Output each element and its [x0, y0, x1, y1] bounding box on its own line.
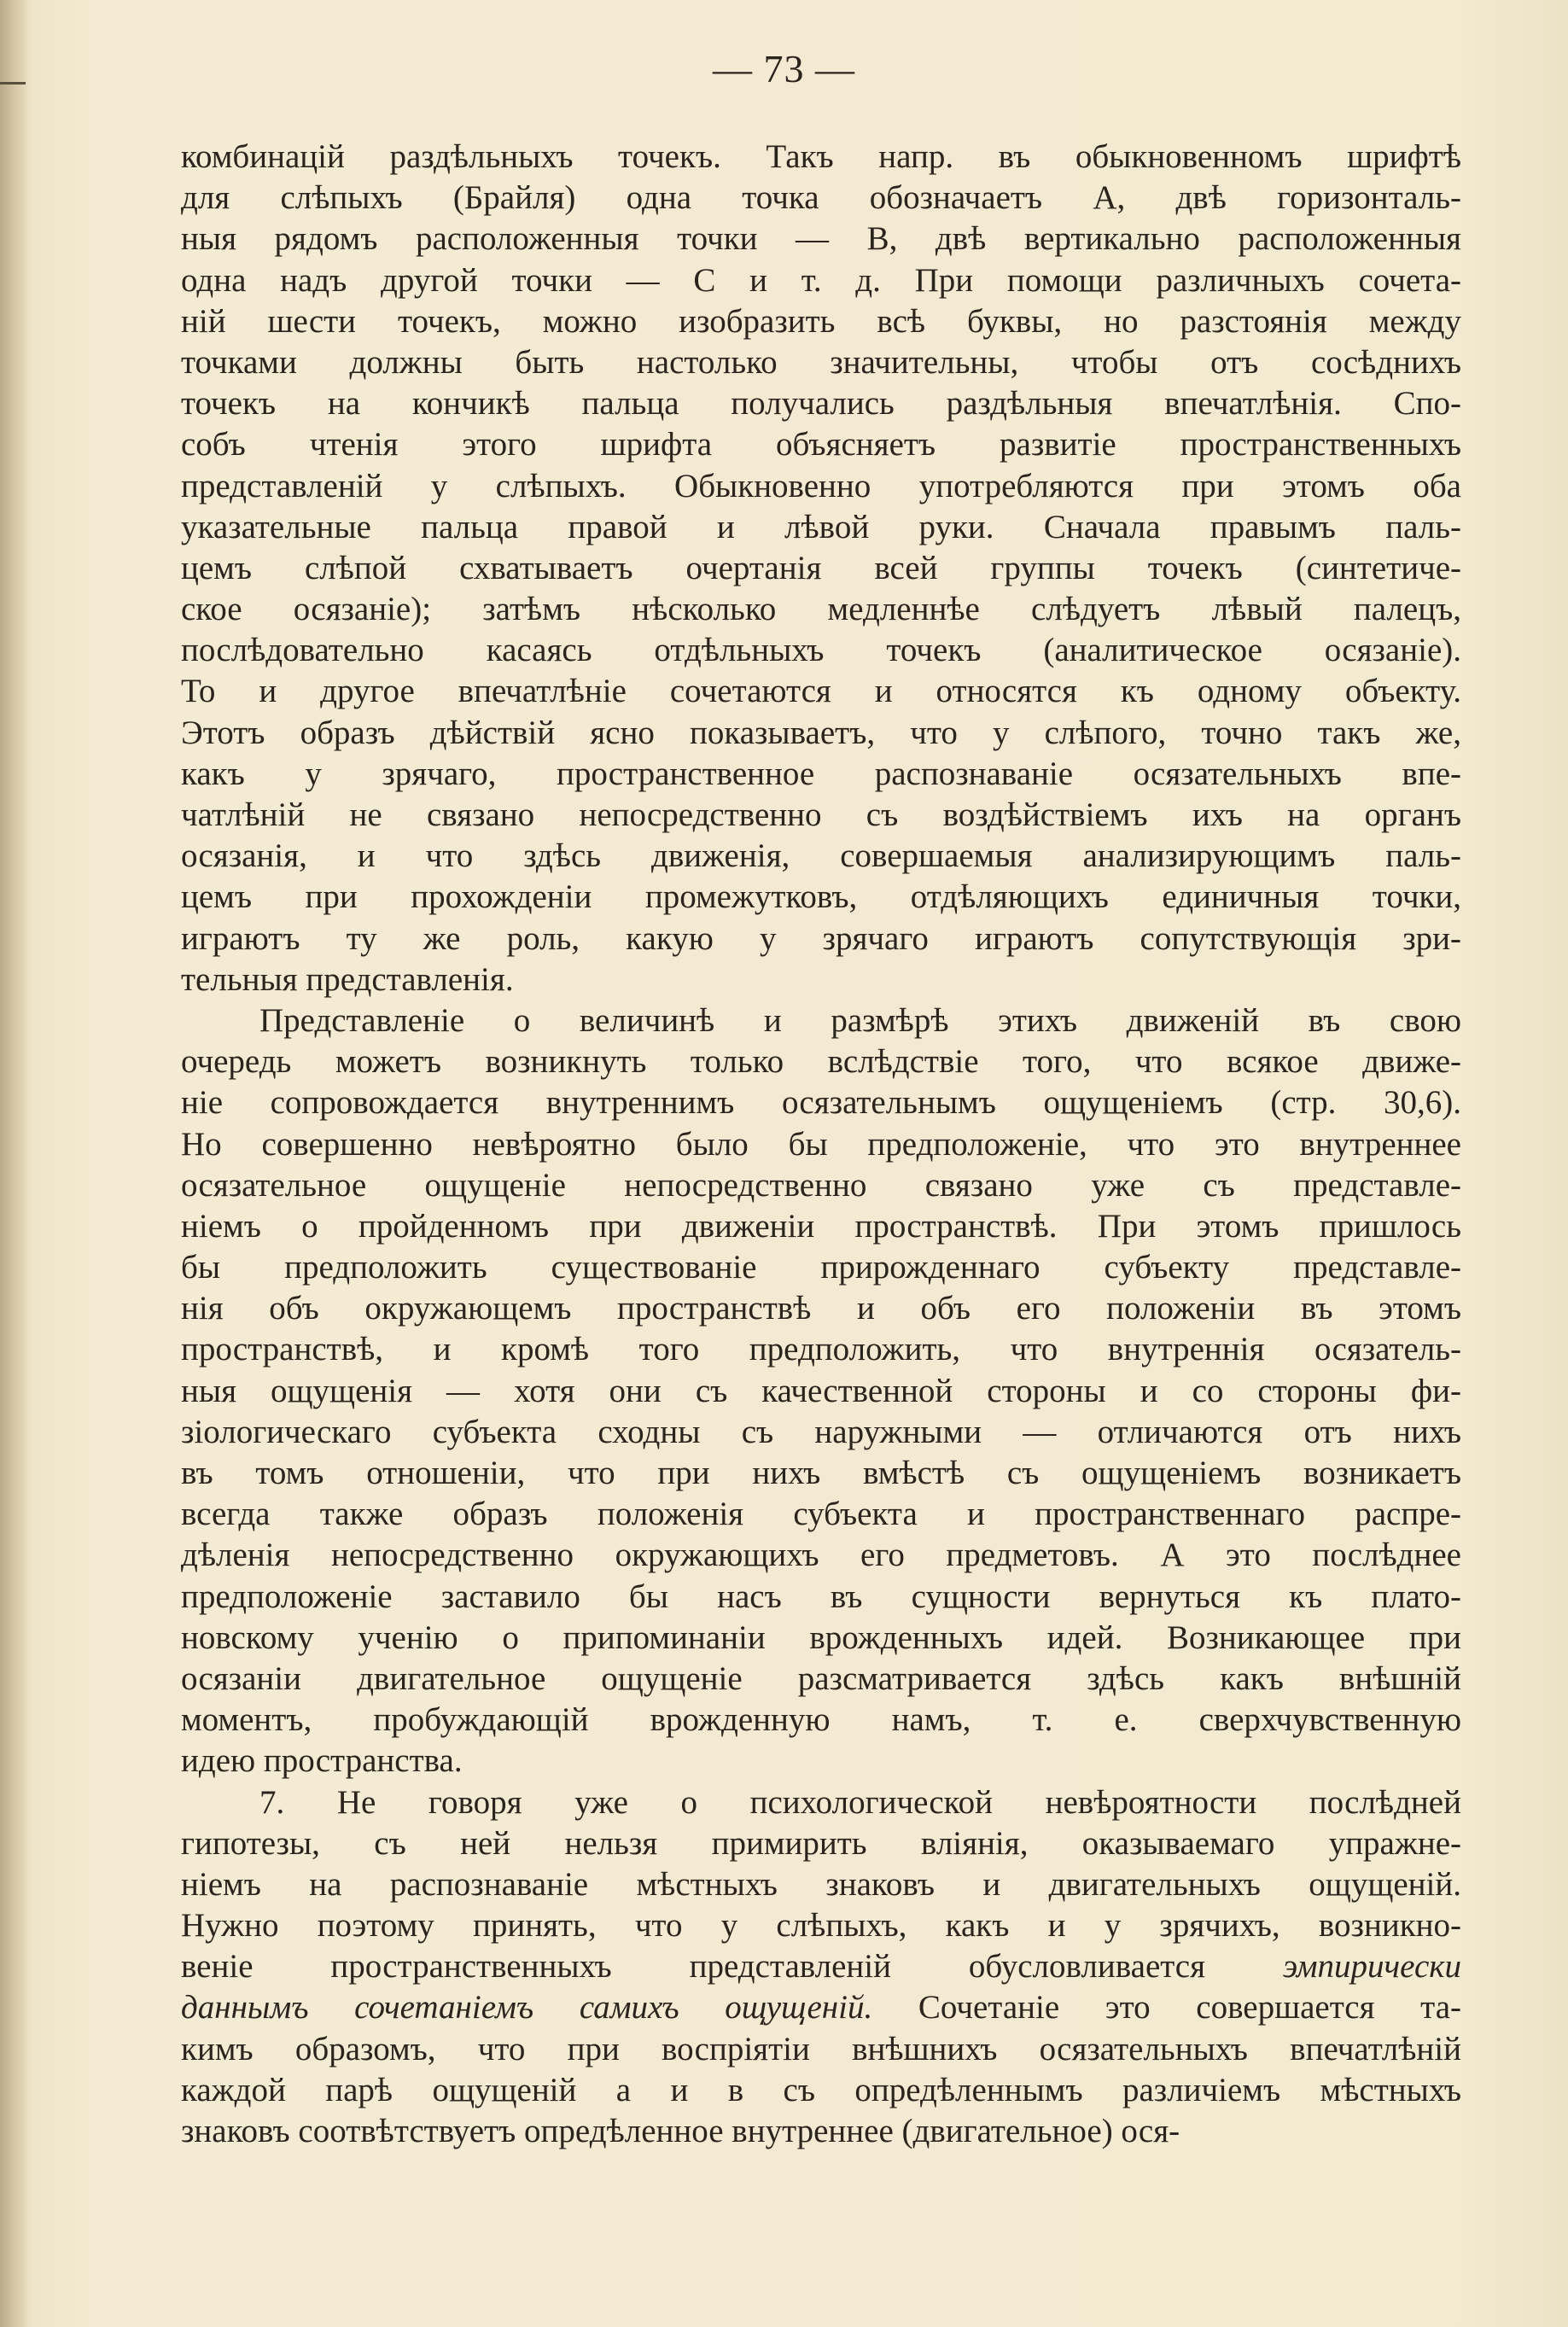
text-line: пространствѣ, и кромѣ того предположить, что внутреннія осязатель-	[181, 1331, 1461, 1368]
text-line: знаковъ соотвѣтствуетъ опредѣленное внутреннее (двигательное) ося-	[181, 2113, 1180, 2149]
text-line: дѣленія непосредственно окружающихъ его предметовъ. А это послѣднее	[181, 1537, 1461, 1574]
text-line: Представленіе о величинѣ и размѣрѣ этихъ движеній въ свою	[259, 1001, 1461, 1039]
text-line: Этотъ образъ дѣйствій ясно показываетъ, что у слѣпого, точно такъ же,	[181, 714, 1461, 751]
text-line: собъ чтенія этого шрифта объясняетъ развитіе пространственныхъ	[181, 426, 1461, 464]
text-line: ній шести точекъ, можно изобразить всѣ буквы, но разстоянія между	[181, 302, 1461, 340]
italic-emphasis: эмпирически	[1282, 1948, 1461, 1986]
text-body	[181, 137, 1461, 2152]
text-line: нія объ окружающемъ пространствѣ и объ его положеніи въ этомъ	[181, 1290, 1461, 1327]
text-line: ныя ощущенія — хотя они съ качественной стороны и со стороны фи-	[181, 1372, 1461, 1409]
text-line: веніе пространственныхъ представленій обусловливается эмпирически	[181, 1948, 1461, 1986]
text-line: ніемъ о пройденномъ при движеніи пространствѣ. При этомъ пришлось	[181, 1207, 1461, 1245]
paragraph-3	[181, 1782, 1461, 2153]
text-line: осязанія, и что здѣсь движенія, совершаемыя анализирующимъ паль-	[181, 837, 1461, 875]
text-line: 7. Не говоря уже о психологической невѣроятности послѣдней	[259, 1783, 1461, 1821]
text-line: ніе сопровождается внутреннимъ осязательнымъ ощущеніемъ (стр. 30,6).	[181, 1084, 1461, 1122]
text-line: точекъ на кончикѣ пальца получались раздѣльныя впечатлѣнія. Спо-	[181, 385, 1461, 423]
text-line: указательные пальца правой и лѣвой руки. Сначала правымъ паль-	[181, 508, 1461, 545]
text-line: точками должны быть настолько значительны, чтобы отъ сосѣднихъ	[181, 343, 1461, 381]
text-line: кимъ образомъ, что при воспріятіи внѣшнихъ осязательныхъ впечатлѣній	[181, 2030, 1461, 2067]
text-line: играютъ ту же роль, какую у зрячаго играютъ сопутствующія зри-	[181, 919, 1461, 957]
text-line: въ томъ отношеніи, что при нихъ вмѣстѣ съ ощущеніемъ возникаетъ	[181, 1455, 1461, 1491]
text-line: одна надъ другой точки — С и т. д. При помощи различныхъ сочета-	[181, 261, 1461, 299]
text-line: новскому ученію о припоминаніи врожденныхъ идей. Возникающее при	[181, 1618, 1461, 1656]
text-line: гипотезы, съ ней нельзя примирить вліянія, оказываемаго упражне-	[181, 1824, 1461, 1862]
text-line: цемъ при прохожденіи промежутковъ, отдѣляющихъ единичныя точки,	[181, 878, 1461, 916]
page-spine-shadow	[0, 0, 29, 2327]
text-line: осязаніи двигательное ощущеніе разсматривается здѣсь какъ внѣшній	[181, 1659, 1461, 1697]
text-line: осязательное ощущеніе непосредственно связано уже съ представле-	[181, 1166, 1461, 1204]
text-line: цемъ слѣпой схватываетъ очертанія всей группы точекъ (синтетиче-	[181, 549, 1461, 586]
text-line: Нужно поэтому принять, что у слѣпыхъ, какъ и у зрячихъ, возникно-	[181, 1907, 1461, 1945]
text-line: Но совершенно невѣроятно было бы предположеніе, что это внутреннее	[181, 1125, 1461, 1163]
text-line: ніемъ на распознаваніе мѣстныхъ знаковъ и двигательныхъ ощущеній.	[181, 1865, 1461, 1903]
text-line: моментъ, пробуждающій врожденную намъ, т. е. сверхчувственную	[181, 1701, 1461, 1739]
text-line: ныя рядомъ расположенныя точки — В, двѣ вертикально расположенныя	[181, 220, 1461, 258]
text-line: каждой парѣ ощущеній а и в съ опредѣленнымъ различіемъ мѣстныхъ	[181, 2071, 1461, 2108]
paragraph-2	[181, 1000, 1461, 1782]
text-line: чатлѣній не связано непосредственно съ воздѣйствіемъ ихъ на органъ	[181, 796, 1461, 833]
text-line: То и другое впечатлѣніе сочетаются и относятся къ одному объекту.	[181, 673, 1461, 710]
page-number: — 73 —	[713, 47, 855, 90]
text-line: послѣдовательно касаясь отдѣльныхъ точекъ (аналитическое осязаніе).	[181, 632, 1461, 669]
text-line: комбинацій раздѣльныхъ точекъ. Такъ напр. въ обыкновенномъ шрифтѣ	[181, 138, 1461, 175]
text-line: очередь можетъ возникнуть только вслѣдствіе того, что всякое движе-	[181, 1043, 1461, 1081]
text-line: идею пространства.	[181, 1742, 463, 1780]
text-line: тельныя представленія.	[181, 960, 514, 998]
text-line: ское осязаніе); затѣмъ нѣсколько медленнѣе слѣдуетъ лѣвый палецъ,	[181, 591, 1461, 628]
text-line: представленій у слѣпыхъ. Обыкновенно употребляются при этомъ оба	[181, 467, 1461, 504]
text-line: зіологическаго субъекта сходны съ наружными — отличаются отъ нихъ	[181, 1413, 1461, 1450]
text-line: даннымъ сочетаніемъ самихъ ощущеній. Сочетаніе это совершается та-	[181, 1989, 1462, 2027]
text-line: какъ у зрячаго, пространственное распознаваніе осязательныхъ впе-	[181, 755, 1461, 792]
paragraph-1	[181, 137, 1461, 1000]
text-line: предположеніе заставило бы насъ въ сущности вернуться къ плато-	[181, 1578, 1461, 1615]
text-line: бы предположить существованіе прирожденнаго субъекту представле-	[181, 1249, 1461, 1286]
text-line: для слѣпыхъ (Брайля) одна точка обозначаетъ А, двѣ горизонталь-	[181, 179, 1461, 217]
italic-emphasis: даннымъ сочетаніемъ самихъ ощущеній.	[181, 1989, 873, 2027]
text-line: всегда также образъ положенія субъекта и пространственнаго распре-	[181, 1496, 1461, 1533]
